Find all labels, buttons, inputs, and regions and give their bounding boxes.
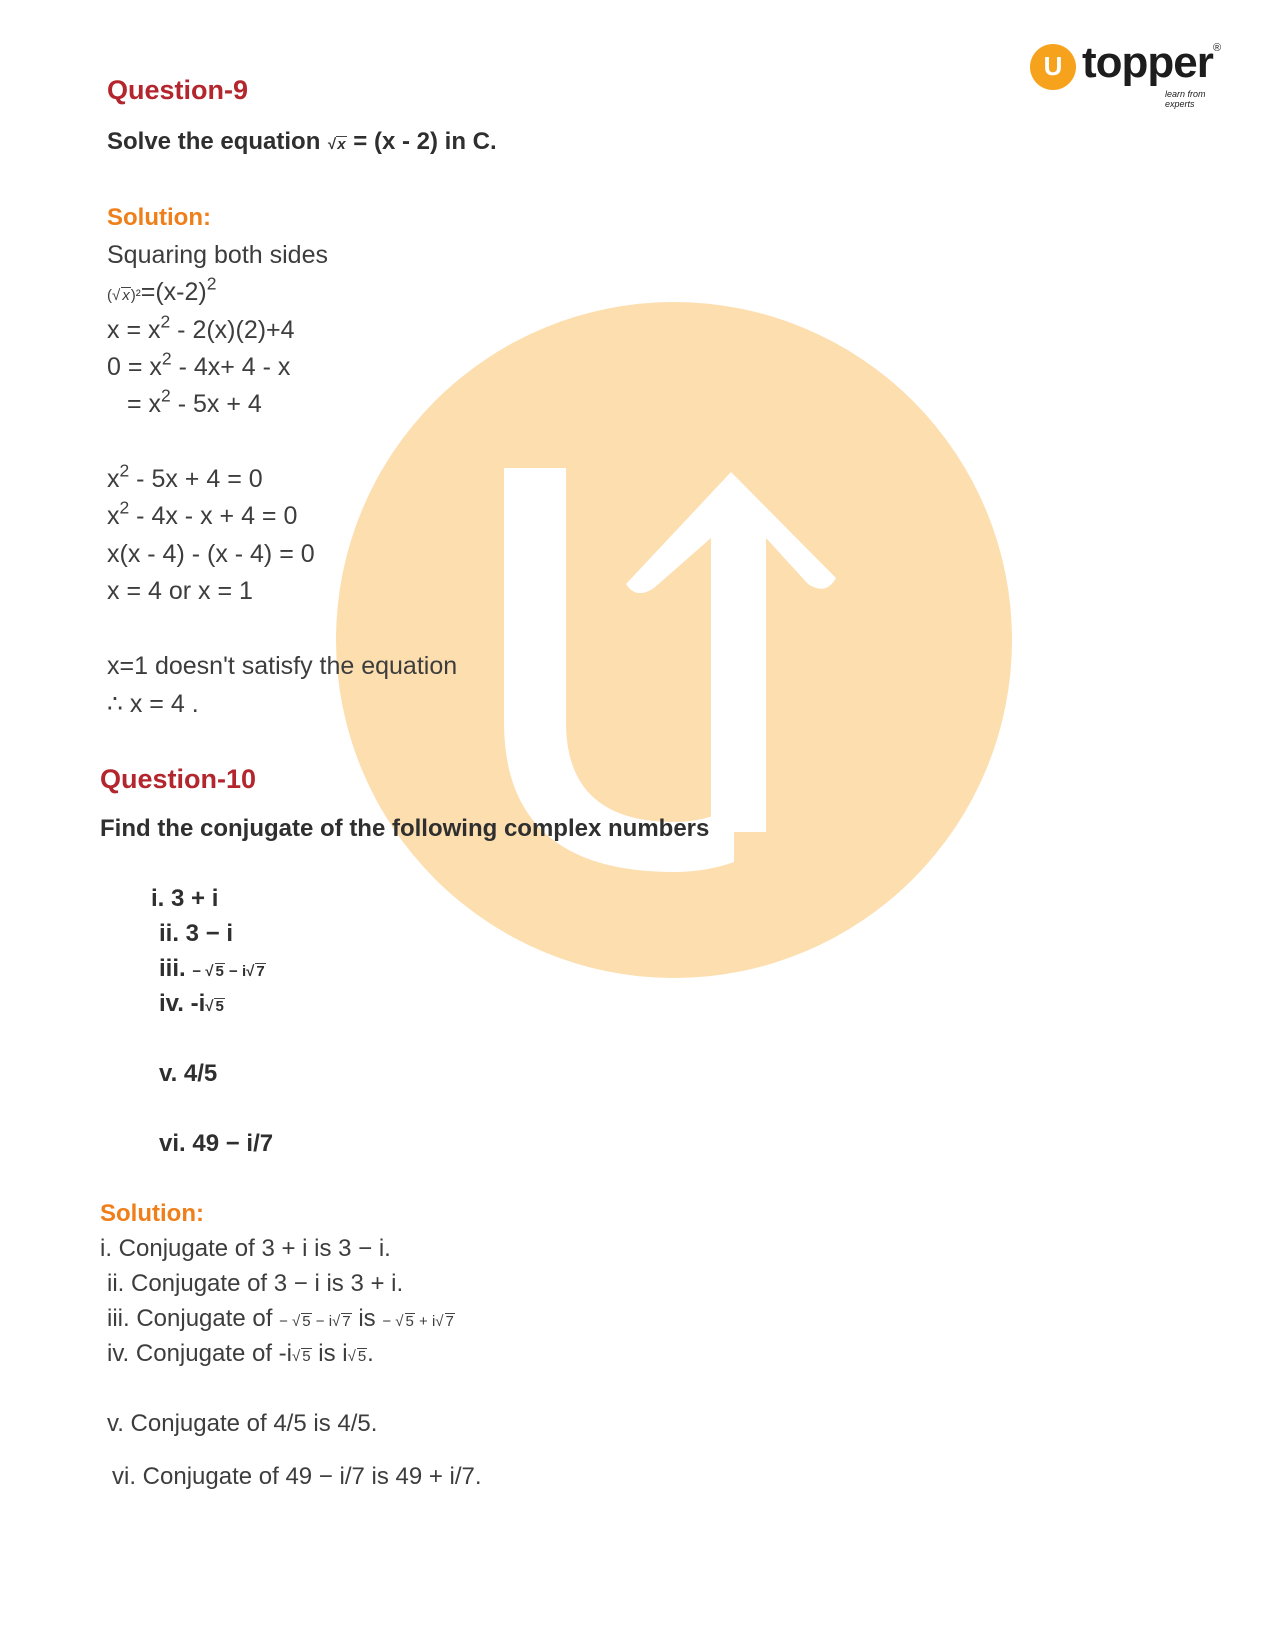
topper-logo-text: topper — [1082, 38, 1213, 87]
step-text: - 5x + 4 — [170, 390, 262, 418]
question-10-text: Find the conjugate of the following complex numbers — [100, 815, 710, 842]
step-line: $x^2 - 5x + 4 = 0$ — [107, 460, 263, 493]
answer-line: i. Conjugate of 3 + i is 3 − i. — [100, 1235, 391, 1262]
topper-watermark — [336, 302, 1012, 978]
expression-neg-root5-plus-i-root7: − √ 5 + i√ 7 — [382, 1313, 454, 1330]
step-text: 0 = x — [107, 353, 162, 381]
step-text: x = x — [107, 316, 161, 344]
answer-line — [107, 1340, 374, 1368]
step-text: - 2(x)(2)+4 — [170, 316, 295, 344]
answer-line — [107, 1305, 455, 1333]
topper-logo-mark: U — [1030, 44, 1076, 90]
list-item: v. 4/5 — [159, 1060, 218, 1087]
answer-text: . — [367, 1340, 374, 1367]
list-item-label: iv. -i — [159, 990, 206, 1017]
question-9-text — [107, 128, 497, 156]
step-line: x = 4 or x = 1 — [107, 577, 253, 605]
step-line: (√ $x)^2=(x-2)^2$ — [107, 273, 217, 306]
step-line: $x^2 - 4x - x + 4 = 0$ — [107, 497, 298, 530]
list-item: vi. 49 − i/7 — [159, 1130, 274, 1157]
step-text: x — [107, 465, 120, 493]
step-line: x=1 doesn't satisfy the equation — [107, 652, 458, 680]
expression-neg-root5-minus-i-root7: − √ 5 − i√ 7 — [279, 1313, 351, 1330]
solution-label: Solution: — [107, 204, 211, 231]
step-line: $0 = x^2 - 4x+ 4 - x$ — [107, 348, 291, 381]
root5: √ 5 — [205, 998, 224, 1015]
list-item-label: iii. — [159, 955, 186, 982]
question-10-heading: Question-10 — [100, 764, 257, 794]
sqrt-x: √ x — [327, 136, 346, 153]
step-line: x(x - 4) - (x - 4) = 0 — [107, 540, 315, 568]
topper-logo[interactable] — [1030, 38, 1230, 109]
logo-tagline: learn from experts — [1165, 89, 1206, 109]
list-item — [159, 955, 266, 983]
step-text: x — [107, 502, 120, 530]
answer-text: iv. Conjugate of -i — [107, 1340, 292, 1367]
question-9-heading: Question-9 — [107, 75, 249, 105]
step-line: $x = x^2 - 2(x)(2)+4$ — [107, 311, 295, 344]
answer-line: v. Conjugate of 4/5 is 4/5. — [107, 1410, 378, 1437]
answer-text: is — [358, 1305, 376, 1332]
step-text: - 5x + 4 = 0 — [129, 465, 263, 493]
question-9-text-pre: Solve the equation — [107, 128, 321, 155]
list-item: i. 3 + i — [151, 885, 219, 912]
root5: √ 5 — [291, 1348, 311, 1365]
conclusion-line: ∴ x = 4 . — [107, 690, 199, 718]
step-text: =(x-2) — [140, 278, 207, 306]
registered-mark: ® — [1213, 42, 1222, 54]
answer-line: ii. Conjugate of 3 − i is 3 + i. — [107, 1270, 404, 1297]
step-line: = $x^2 - 5x + 4$ — [127, 385, 262, 418]
solution-label: Solution: — [100, 1200, 204, 1227]
answer-text: iii. Conjugate of — [107, 1305, 273, 1332]
sqrt-x-squared: (√ x)² — [107, 287, 141, 304]
question-9-text-post: = (x - 2) in C. — [353, 128, 497, 155]
list-item — [159, 990, 225, 1018]
step-text: = x — [127, 390, 162, 418]
step-text: - 4x - x + 4 = 0 — [129, 502, 298, 530]
step-text: - 4x+ 4 - x — [171, 353, 291, 381]
list-item: ii. 3 − i — [159, 920, 234, 947]
root5: √ 5 — [347, 1348, 367, 1365]
step-line: Squaring both sides — [107, 241, 328, 269]
answer-text: is i — [318, 1340, 348, 1367]
expression-neg-root5-minus-i-root7: − √ 5 − i√ 7 — [192, 963, 265, 980]
answer-line: vi. Conjugate of 49 − i/7 is 49 + i/7. — [112, 1463, 482, 1490]
